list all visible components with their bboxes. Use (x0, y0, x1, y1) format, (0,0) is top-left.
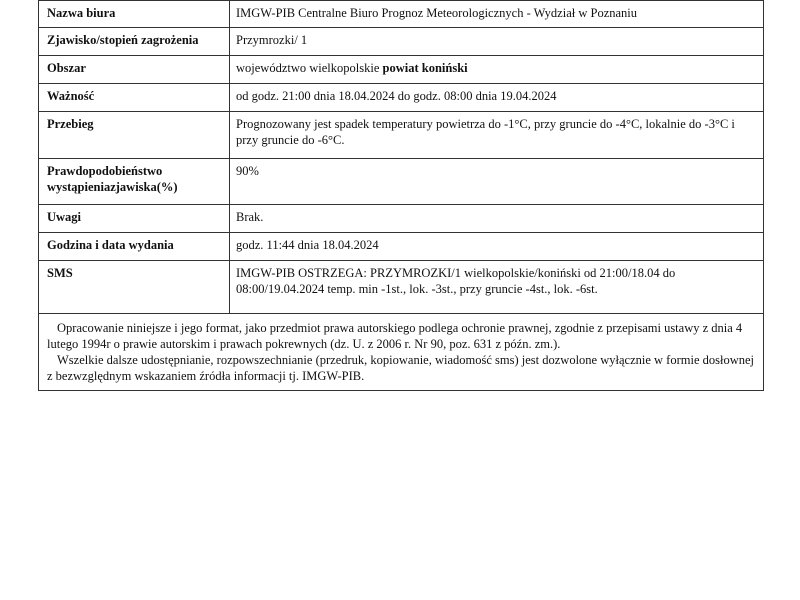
row-label-course: Przebieg (39, 112, 230, 159)
row-label-validity: Ważność (39, 84, 230, 112)
row-value-sms: IMGW-PIB OSTRZEGA: PRZYMROZKI/1 wielkopolskie/koniński od 21:00/18.04 do 08:00/19.04.2024 temp. min -1st., lok. -3st., przy gruncie -4st., lok. -6st. (230, 261, 764, 314)
row-label-remarks: Uwagi (39, 205, 230, 233)
row-label-sms: SMS (39, 261, 230, 314)
row-value-issued: godz. 11:44 dnia 18.04.2024 (230, 233, 764, 261)
table-row (39, 261, 764, 314)
row-label-issued: Godzina i data wydania (39, 233, 230, 261)
copyright-notice (38, 314, 764, 391)
warning-table (38, 0, 764, 314)
warning-document (38, 0, 764, 391)
row-label-area: Obszar (39, 56, 230, 84)
table-row (39, 112, 764, 159)
row-value-phenomenon: Przymrozki/ 1 (230, 28, 764, 56)
copyright-paragraph: Opracowanie niniejsze i jego format, jako przedmiot prawa autorskiego podlega ochronie prawnej, zgodnie z przepisami ustawy z dnia 4 lutego 1994r o prawie autorskim i prawach pokrewnych (dz. U. z 2006 r. Nr 90, poz. 631 z późn. zm.). (47, 321, 743, 351)
row-value-area (230, 56, 764, 84)
table-row (39, 205, 764, 233)
area-voivodeship: województwo wielkopolskie (236, 61, 383, 75)
row-value-course: Prognozowany jest spadek temperatury powietrza do -1°C, przy gruncie do -4°C, lokalnie do -3°C i przy gruncie do -6°C. (230, 112, 764, 159)
row-value-remarks: Brak. (230, 205, 764, 233)
table-row (39, 159, 764, 205)
row-value-office: IMGW-PIB Centralne Biuro Prognoz Meteorologicznych - Wydział w Poznaniu (230, 1, 764, 28)
distribution-paragraph: Wszelkie dalsze udostępnianie, rozpowszechnianie (przedruk, kopiowanie, wiadomość sms) jest dozwolone wyłącznie w formie dosłownej z bezwzględnym wskazaniem źródła informacji tj. IMGW-PIB. (47, 353, 755, 383)
row-label-phenomenon: Zjawisko/stopień zagrożenia (39, 28, 230, 56)
table-row (39, 84, 764, 112)
row-value-validity: od godz. 21:00 dnia 18.04.2024 do godz. 08:00 dnia 19.04.2024 (230, 84, 764, 112)
row-label-probability: Prawdopodobieństwo wystąpieniazjawiska(%) (39, 159, 230, 205)
table-row (39, 56, 764, 84)
row-value-probability: 90% (230, 159, 764, 205)
row-label-office: Nazwa biura (39, 1, 230, 28)
table-row (39, 28, 764, 56)
area-county: powiat koniński (382, 61, 468, 75)
table-row (39, 233, 764, 261)
table-row (39, 1, 764, 28)
